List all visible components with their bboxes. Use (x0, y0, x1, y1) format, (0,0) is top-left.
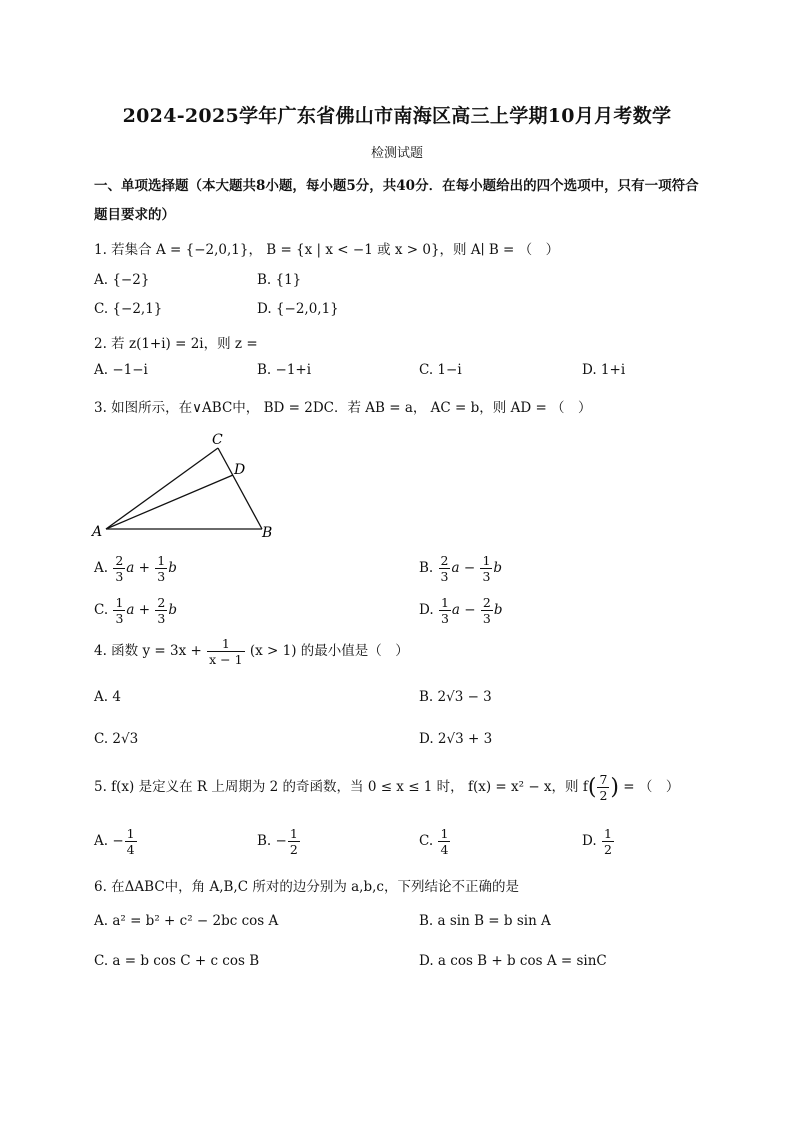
question-3-stem: 3. 如图所示，在∨ABC中， BD = 2DC．若 AB = a， AC = b，则 AD = （ ） (94, 400, 592, 416)
question-2-stem: 2. 若 z(1+i) = 2i，则 z = (94, 336, 258, 352)
vertex-label-c: C (212, 432, 223, 448)
question-3-option-a: A. $\frac{2}{3}$ a + $\frac{1}{3}$ b (94, 553, 177, 584)
question-1-option-b: B. {1} (257, 272, 302, 288)
question-5-stem: 5. f(x) 是定义在 R 上周期为 2 的奇函数，当 0 ≤ x ≤ 1 时， f(x) = x² − x，则 f( $\frac{7}{2}$ ) = （ ） (94, 772, 680, 803)
question-5-option-c: C. $\frac{1}{4}$ (419, 826, 449, 857)
vertex-label-a: A (92, 524, 103, 540)
side-cb (218, 448, 262, 529)
question-2-option-c: C. 1−i (419, 362, 462, 378)
question-5-option-b: B. − $\frac{1}{2}$ (257, 826, 298, 857)
question-2-option-d: D. 1+i (582, 362, 626, 378)
question-5-option-a: A. − $\frac{1}{4}$ (94, 826, 135, 857)
question-2-option-a: A. −1−i (94, 362, 148, 378)
question-5-option-d: D. $\frac{1}{2}$ (582, 826, 612, 857)
question-1-option-c: C. {−2,1} (94, 301, 163, 317)
question-3-option-c: C. $\frac{1}{3}$ a + $\frac{2}{3}$ b (94, 595, 177, 626)
question-3-option-d: D. $\frac{1}{3}$ a − $\frac{2}{3}$ b (419, 595, 503, 626)
question-1-option-a: A. {−2} (94, 272, 150, 288)
question-6-option-b: B. a sin B = b sin A (419, 913, 551, 929)
question-6-option-d: D. a cos B + b cos A = sinC (419, 953, 607, 969)
question-6-stem: 6. 在ΔABC中，角 A,B,C 所对的边分别为 a,b,c，下列结论不正确的是 (94, 879, 519, 895)
question-6-option-a: A. a² = b² + c² − 2bc cos A (94, 913, 279, 929)
question-4-stem: 4. 函数 y = 3x + $\frac{1}{x - 1}$ (x > 1) 的最小值是（ ） (94, 636, 409, 667)
triangle-figure (90, 428, 290, 548)
question-4-option-d: D. 2√3 + 3 (419, 731, 493, 747)
vertex-label-d: D (234, 462, 246, 478)
question-4-option-c: C. 2√3 (94, 731, 139, 747)
question-3-option-b: B. $\frac{2}{3}$ a − $\frac{1}{3}$ b (419, 553, 503, 584)
page-subtitle: 检测试题 (370, 146, 423, 161)
question-1-option-d: D. {−2,0,1} (257, 301, 339, 317)
question-2-option-b: B. −1+i (257, 362, 312, 378)
question-1-stem: 1. 若集合 A = {−2,0,1}， B = {x | x < −1 或 x > 0}，则 A∣ B = （ ） (94, 242, 560, 258)
question-4-option-a: A. 4 (94, 689, 121, 705)
section-heading: 一、单项选择题（本大题共8小题，每小题5分，共40分．在每小题给出的四个选项中，只有一项符合题目要求的） (94, 178, 699, 223)
vertex-label-b: B (262, 525, 273, 541)
question-6-option-c: C. a = b cos C + c cos B (94, 953, 260, 969)
page-title: 2024-2025学年广东省佛山市南海区高三上学期10月月考数学 (122, 105, 672, 127)
question-4-option-b: B. 2√3 − 3 (419, 689, 492, 705)
